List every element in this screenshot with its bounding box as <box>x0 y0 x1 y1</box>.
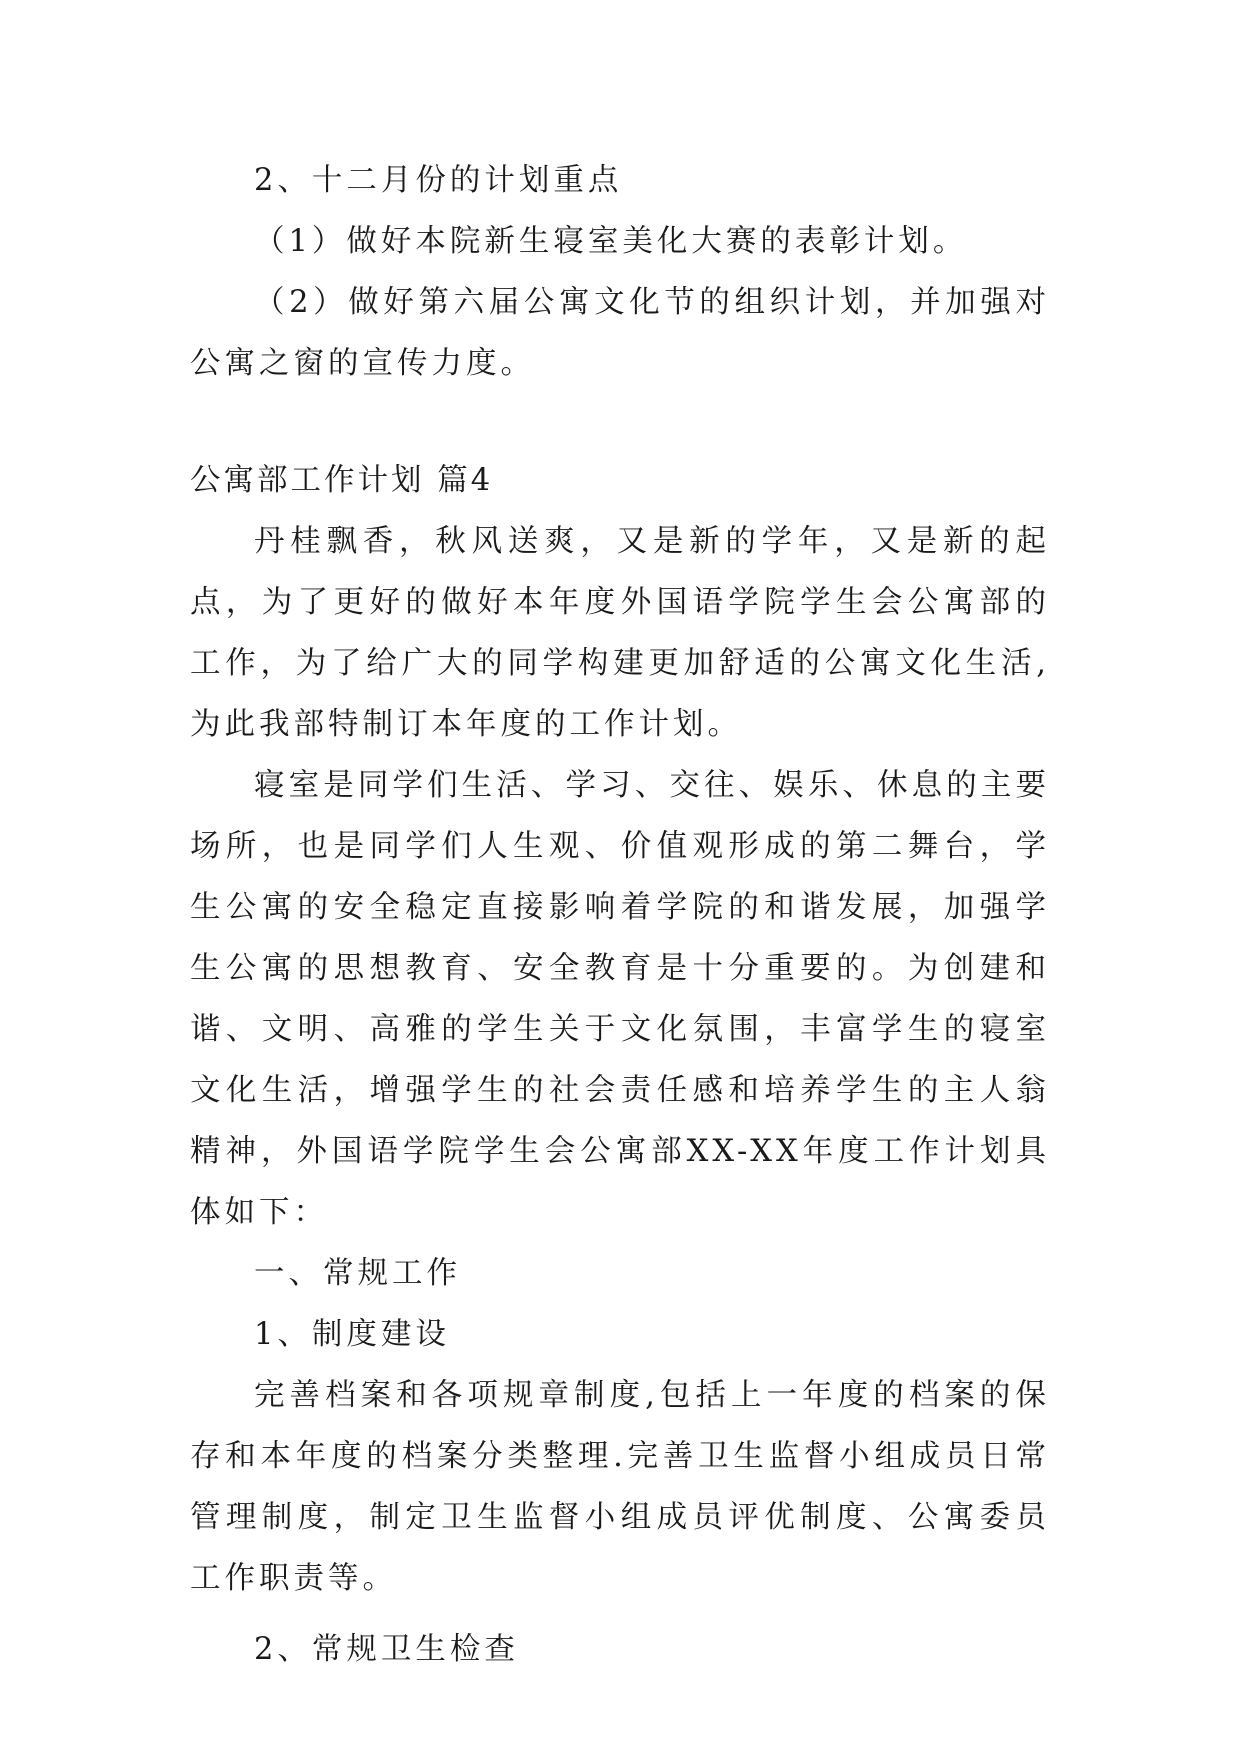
document-page <box>190 150 1050 1680</box>
subsection-title: 1、制度建设 <box>254 1317 450 1352</box>
subsection-paragraph: 完善档案和各项规章制度,包括上一年度的档案的保存和本年度的档案分类整理.完善卫生监督小组成员日常管理制度，制定卫生监督小组成员评优制度、公寓委员工作职责等。 <box>190 1378 1050 1596</box>
subsection-title: 2、常规卫生检查 <box>254 1632 519 1667</box>
section-spacer <box>190 394 1050 450</box>
section-heading: 公寓部工作计划 篇4 <box>190 463 494 498</box>
intro-paragraph: 丹桂飘香，秋风送爽，又是新的学年，又是新的起点，为了更好的做好本年度外国语学院学生会公寓部的工作，为了给广大的同学构建更加舒适的公寓文化生活,为此我部特制订本年度的工作计划。 <box>190 524 1050 742</box>
plan-item-title: 2、十二月份的计划重点 <box>254 163 623 198</box>
paragraph-spacer <box>190 1609 1050 1619</box>
plan-item-2: （2）做好第六届公寓文化节的组织计划，并加强对公寓之窗的宣传力度。 <box>190 285 1050 381</box>
dorm-paragraph: 寝室是同学们生活、学习、交往、娱乐、休息的主要场所，也是同学们人生观、价值观形成的第二舞台，学生公寓的安全稳定直接影响着学院的和谐发展，加强学生公寓的思想教育、安全教育是十分重要的。为创建和谐、文明、高雅的学生关于文化氛围，丰富学生的寝室文化生活，增强学生的社会责任感和培养学生的主人翁精神，外国语学院学生会公寓部XX-XX年度工作计划具体如下： <box>190 768 1050 1230</box>
part-title: 一、常规工作 <box>254 1256 461 1291</box>
plan-item-1: （1）做好本院新生寝室美化大赛的表彰计划。 <box>254 224 968 259</box>
